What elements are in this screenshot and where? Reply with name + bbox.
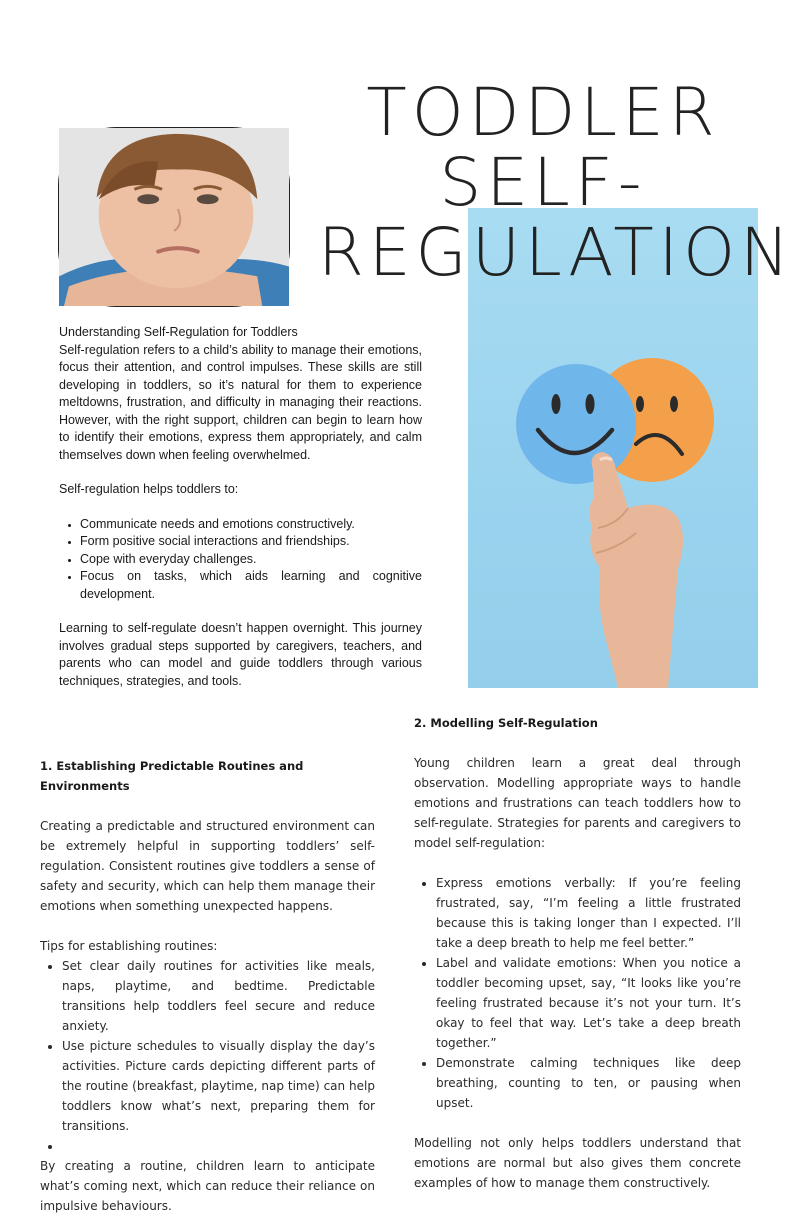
tips-label: Tips for establishing routines: bbox=[40, 939, 218, 953]
list-item: • Express emotions verbally: If you’re feeling frustrated, say, “I’m feeling a little frustrated because this is taking longer than I expected. I’ll take a deep breath to help me feel better.” bbox=[436, 873, 741, 953]
list-item: • Communicate needs and emotions constructively. bbox=[80, 516, 422, 534]
intro-section bbox=[59, 324, 422, 690]
intro-heading: Understanding Self-Regulation for Toddlers bbox=[59, 325, 298, 339]
intro-lead: Self-regulation helps toddlers to: bbox=[59, 482, 239, 496]
tips-list bbox=[62, 956, 375, 1156]
list-item-empty bbox=[62, 1136, 375, 1156]
section-heading: 1. Establishing Predictable Routines and Environments bbox=[40, 759, 304, 793]
section-paragraph: Creating a predictable and structured environment can be extremely helpful in supporting toddlers’ self-regulation. Consistent routines give toddlers a sense of safety and security, which can help them manage their emotions when something unexpected happens. bbox=[40, 819, 375, 913]
title-line-1: TODDLER bbox=[366, 74, 720, 151]
title-line-3: REGULATION bbox=[318, 214, 795, 291]
list-item: • Use picture schedules to visually display the day’s activities. Picture cards depicting different parts of the routine (breakfast, playtime, nap time) can help toddlers know what’s next, preparing them for transitions. bbox=[62, 1036, 375, 1136]
section-routines bbox=[40, 756, 375, 1216]
list-item: • Focus on tasks, which aids learning and cognitive development. bbox=[80, 568, 422, 603]
section-closing-paragraph: Modelling not only helps toddlers understand that emotions are normal but also gives them concrete examples of how to manage them constructively. bbox=[414, 1136, 741, 1190]
strategies-list bbox=[436, 873, 741, 1113]
list-item: • Demonstrate calming techniques like deep breathing, counting to ten, or pausing when upset. bbox=[436, 1053, 741, 1113]
section-closing-paragraph: By creating a routine, children learn to anticipate what’s coming next, which can reduce their reliance on impulsive behaviours. bbox=[40, 1159, 375, 1213]
intro-closing-paragraph: Learning to self-regulate doesn’t happen overnight. This journey involves gradual steps supported by caregivers, teachers, and parents who can model and guide toddlers through various techniques, strategies, and tools. bbox=[59, 621, 422, 688]
list-item: • Label and validate emotions: When you notice a toddler becoming upset, say, “It looks like you’re feeling frustrated because it’s not your turn. It’s okay to feel that way. Let’s take a deep breath together.” bbox=[436, 953, 741, 1053]
list-item: • Set clear daily routines for activities like meals, naps, playtime, and bedtime. Predictable transitions help toddlers feel secure and reduce anxiety. bbox=[62, 956, 375, 1036]
intro-paragraph: Self-regulation refers to a child’s ability to manage their emotions, focus their attention, and control impulses. These skills are still developing in toddlers, so it’s natural for them to experience meltdowns, frustration, and difficulty in managing their reactions. However, with the right support, children can begin to learn how to identify their emotions, express them appropriately, and calm themselves down when feeling overwhelmed. bbox=[59, 342, 422, 462]
sad-boy-photo bbox=[58, 127, 290, 307]
list-item: • Form positive social interactions and friendships. bbox=[80, 533, 422, 551]
title-line-2: SELF- bbox=[439, 144, 647, 221]
section-modelling bbox=[414, 713, 741, 1193]
list-item: • Cope with everyday challenges. bbox=[80, 551, 422, 569]
section-paragraph: Young children learn a great deal through observation. Modelling appropriate ways to handle emotions and frustrations can teach toddlers how to self-regulate. Strategies for parents and caregivers to model self-regulation: bbox=[414, 756, 741, 850]
section-heading: 2. Modelling Self-Regulation bbox=[414, 716, 598, 730]
page-title bbox=[318, 74, 795, 291]
intro-benefits-list bbox=[80, 516, 422, 604]
